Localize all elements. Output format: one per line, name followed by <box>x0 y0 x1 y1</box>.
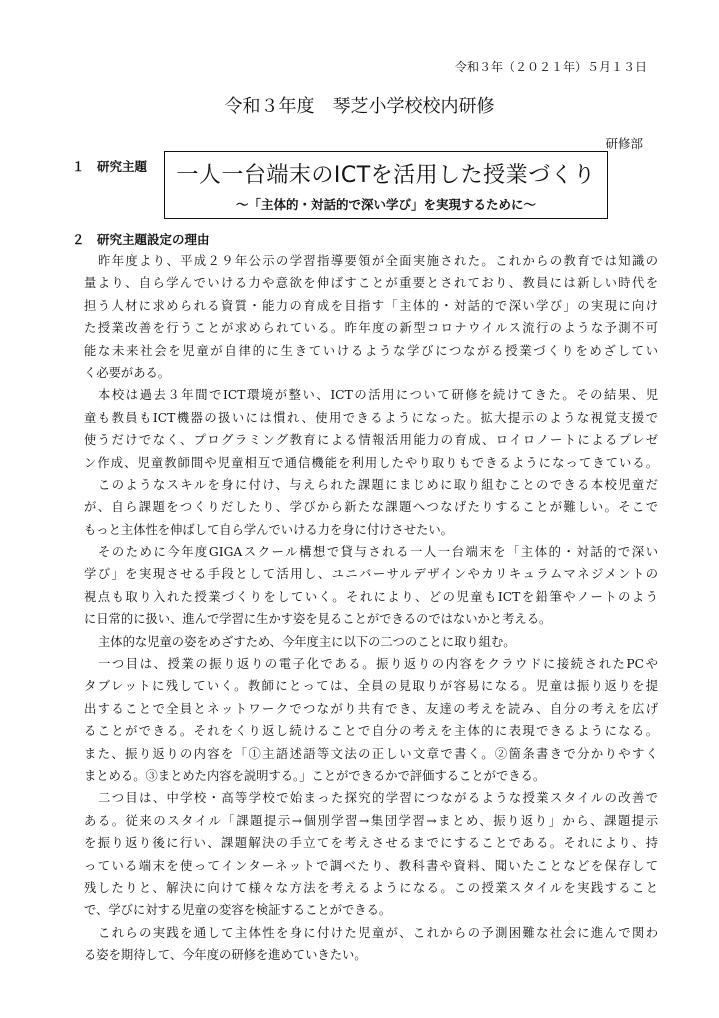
body-line: もっと主体性を伸ばして自ら学んでいける力を身に付けさせたい。 <box>84 522 453 537</box>
department-name: 研修部 <box>605 136 643 151</box>
body-line: 童も教員もICT機器の扱いには慣れ、使用できるようになった。拡大提示のような視覚支援で <box>84 410 658 425</box>
body-line: そのために今年度GIGAスクール構想で貸与される一人一台端末を「主体的・対話的で深い <box>98 545 658 560</box>
body-line: 能な未来社会を児童が自律的に生きていけるような学びにつながる授業づくりをめざしてい <box>84 343 658 358</box>
body-line: 出することで全員とネットワークでつながり共有でき、友達の考えを読み、自分の考えを広げ <box>84 701 658 716</box>
body-line: まとめる。③まとめた内容を説明する。」ことができるかで評価することができる。 <box>84 768 546 783</box>
research-theme-title: 一人一台端末のICTを活用した授業づくり <box>176 163 596 188</box>
document-date: 令和３年（２０２１年）５月１３日 <box>454 60 647 74</box>
body-line: を振り返り後に行い、課題解決の手立てを考えさせるまでにすることである。それにより、持 <box>84 836 658 851</box>
research-theme-box <box>164 151 608 219</box>
document-title: 令和３年度 琴芝小学校校内研修 <box>224 96 495 117</box>
reason-body-text <box>84 250 658 967</box>
body-line: これらの実践を通して主体性を身に付けた児童が、これからの予測困難な社会に進んで関わ <box>98 925 658 940</box>
body-line: 残したりと、解決に向けて様々な方法を考えるようになる。この授業スタイルを実践すること <box>84 880 658 895</box>
body-line: た授業改善を行うことが求められている。昨年度の新型コロナウイルス流行のような予測不可 <box>84 321 658 336</box>
body-line: 視点も取り入れた授業づくりをしていく。それにより、どの児童もICTを鉛筆やノートのよう <box>84 589 658 604</box>
body-line: 本校は過去３年間でICT環境が整い、ICTの活用について研修を続けてきた。その結果、児 <box>98 388 658 403</box>
research-theme-subtitle: ～「主体的・対話的で深い学び」を実現するために～ <box>235 197 536 212</box>
body-line: が、自ら課題をつくりだしたり、学びから新たな課題へつなげたりすることが難しい。そこで <box>84 500 658 515</box>
body-line: 一つ目は、授業の振り返りの電子化である。振り返りの内容をクラウドに接続されたPCや <box>98 657 658 672</box>
section2-heading: ２ 研究主題設定の理由 <box>72 232 210 247</box>
body-line: 量より、自ら学んでいける力や意欲を伸ばすことが重要とされており、教員には新しい時代を <box>84 276 658 291</box>
body-line: 学び」を実現させる手段として活用し、ユニバーサルデザインやカリキュラムマネジメントの <box>84 567 658 582</box>
body-line: 使うだけでなく、プログラミング教育による情報活用能力の育成、ロイロノートによるプレゼ <box>84 433 658 448</box>
body-line: また、振り返りの内容を「①主語述語等文法の正しい文章で書く。②箇条書きで分かりやすく <box>84 746 658 761</box>
body-line: 主体的な児童の姿をめざすため、今年度主に以下の二つのことに取り組む。 <box>98 634 516 649</box>
body-line: タブレットに残していく。教師にとっては、全員の見取りが容易になる。児童は振り返りを提 <box>84 679 658 694</box>
body-line: っている端末を使ってインターネットで調べたり、教科書や資料、聞いたことなどを保存して <box>84 858 658 873</box>
section1-heading: １ 研究主題 <box>72 159 148 174</box>
body-line: る姿を期待して、今年度の研修を進めていきたい。 <box>84 948 367 963</box>
body-line: ある。従来のスタイル「課題提示→個別学習→集団学習→まとめ、振り返り」から、課題提示 <box>84 813 658 828</box>
body-line: 昨年度より、平成２９年公示の学習指導要領が全面実施された。これからの教育では知識の <box>98 254 658 268</box>
body-line: ることができる。それをくり返し続けることで自分の考えを主体的に表現できるようになる。 <box>84 724 658 739</box>
body-line: 二つ目は、中学校・高等学校で始まった探究的学習につながるような授業スタイルの改善で <box>98 791 658 806</box>
body-line: に日常的に扱い、進んで学習に生かす姿を見ることができるのではないかと考える。 <box>84 612 552 627</box>
body-line: このようなスキルを身に付け、与えられた課題にまじめに取り組むことのできる本校児童だ <box>98 477 658 492</box>
body-line: で、学びに対する児童の変容を検証することができる。 <box>84 903 392 918</box>
body-line: ン作成、児童教師間や児童相互で通信機能を利用したやり取りもできるようになってきている。 <box>84 455 658 470</box>
body-line: く必要がある。 <box>84 365 171 380</box>
body-line: 担う人材に求められる資質・能力の育成を目指す「主体的・対話的で深い学び」の実現に向け <box>84 298 658 313</box>
